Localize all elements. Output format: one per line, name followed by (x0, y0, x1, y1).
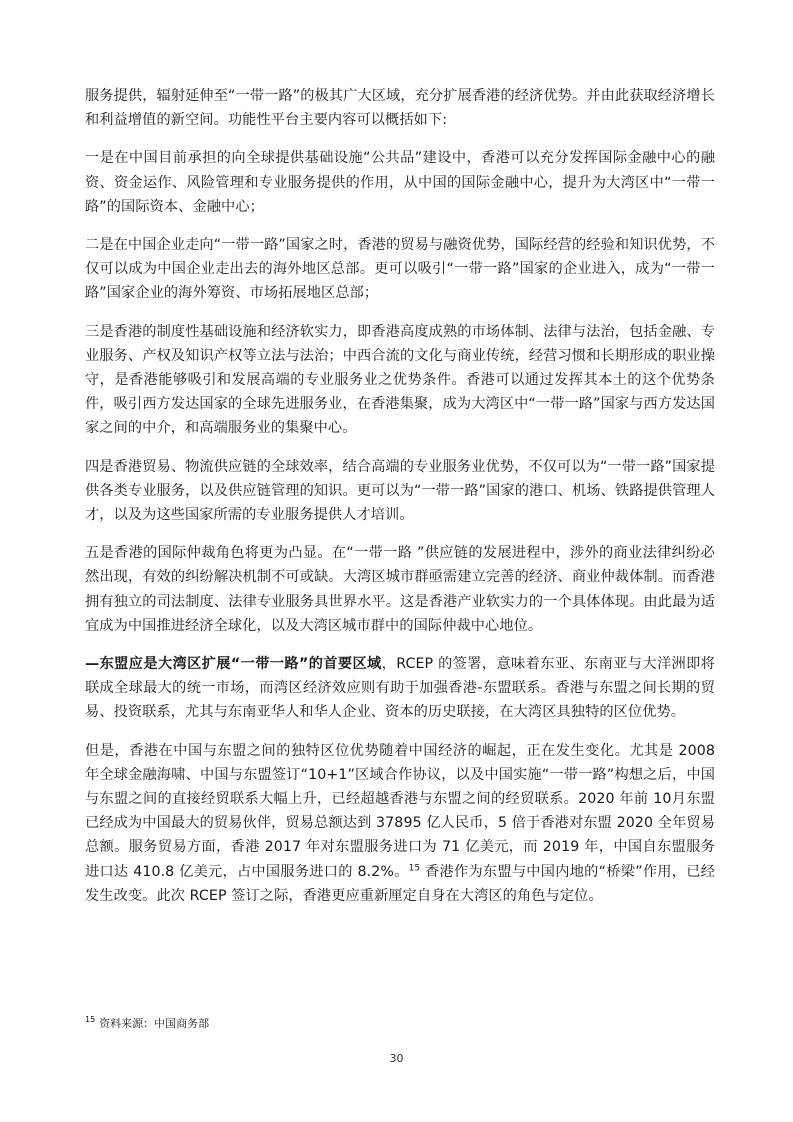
footnote-reference[interactable]: 15 (408, 862, 421, 873)
document-body (85, 84, 715, 922)
paragraph-8 (85, 739, 715, 908)
paragraph-3: 二是在中国企业走向“一带一路”国家之时，香港的贸易与融资优势，国际经营的经验和知识优势，不仅可以成为中国企业走出去的海外地区总部。更可以吸引“一带一路”国家的企业进入，成为“一带一路”国家企业的海外筹资、市场拓展地区总部； (85, 237, 715, 302)
paragraph-8-text-b: 香港作为东盟与中国内地的“桥梁”作用，已经发生改变。此次 RCEP 签订之际，香港更应重新厘定自身在大湾区的角色与定位。 (85, 863, 715, 904)
paragraph-1: 服务提供，辐射延伸至“一带一路”的极其广大区域，充分扩展香港的经济优势。并由此获取经济增长和利益增值的新空间。功能性平台主要内容可以概括如下: (85, 88, 715, 129)
footnote-number: 15 (85, 1015, 96, 1025)
paragraph-7 (85, 652, 715, 725)
footnote-text: 资料来源：中国商务部 (99, 1017, 210, 1030)
paragraph-2: 一是在中国目前承担的向全球提供基础设施“公共品”建设中，香港可以充分发挥国际金融中心的融资、资金运作、风险管理和专业服务提供的作用，从中国的国际金融中心，提升为大湾区中“一带一路”的国际资本、金融中心； (85, 150, 715, 215)
footnote (85, 1016, 209, 1032)
paragraph-5: 四是香港贸易、物流供应链的全球效率，结合高端的专业服务业优势，不仅可以为“一带一路”国家提供各类专业服务，以及供应链管理的知识。更可以为“一带一路”国家的港口、机场、铁路提供管理人才，以及为这些国家所需的专业服务提供人才培训。 (85, 458, 715, 524)
paragraph-4: 三是香港的制度性基础设施和经济软实力，即香港高度成熟的市场体制、法律与法治，包括金融、专业服务、产权及知识产权等立法与法治；中西合流的文化与商业传统，经营习惯和长期形成的职业操守，是香港能够吸引和发展高端的专业服务业之优势条件。香港可以通过发挥其本土的这个优势条件，吸引西方发达国家的全球先进服务业，在香港集聚，成为大湾区中“一带一路”国家与西方发达国家之间的中介，和高端服务业的集聚中心。 (85, 323, 715, 437)
paragraph-7-bold-lead: —东盟应是大湾区扩展“一带一路”的首要区域 (85, 656, 382, 673)
page-number: 30 (389, 1052, 404, 1065)
paragraph-6: 五是香港的国际仲裁角色将更为凸显。在“一带一路 ”供应链的发展进程中，涉外的商业法律纠纷必然出现，有效的纠纷解决机制不可或缺。大湾区城市群亟需建立完善的经济、商业仲裁体制。而香港拥有独立的司法制度、法律专业服务具世界水平。这是香港产业软实力的一个具体体现。由此最为适宜成为中国推进经济全球化，以及大湾区城市群中的国际仲裁中心地位。 (85, 545, 715, 634)
paragraph-8-text-a: 但是，香港在中国与东盟之间的独特区位优势随着中国经济的崛起，正在发生变化。尤其是 2008 年全球金融海啸、中国与东盟签订“10+1”区域合作协议，以及中国实施“一带一路”构想之后，中国与东盟之间的直接经贸联系大幅上升，已经超越香港与东盟之间的经贸联系。2020 年前 10月东盟已经成为中国最大的贸易伙伴，贸易总额达到 37895 亿人民币，5 倍于香港对东盟 2020 全年贸易总额。服务贸易方面，香港 2017 年对东盟服务进口为 71 亿美元，而 2019 年，中国自东盟服务进口达 410.8 亿美元，占中国服务进口的 8.2%。 (85, 742, 715, 880)
paragraph-7-text: ，RCEP 的签署，意味着东亚、东南亚与大洋洲即将联成全球最大的统一市场，而湾区经济效应则有助于加强香港-东盟联系。香港与东盟之间长期的贸易、投资联系，尤其与东南亚华人和华人企业、资本的历史联接，在大湾区具独特的区位优势。 (85, 656, 715, 721)
